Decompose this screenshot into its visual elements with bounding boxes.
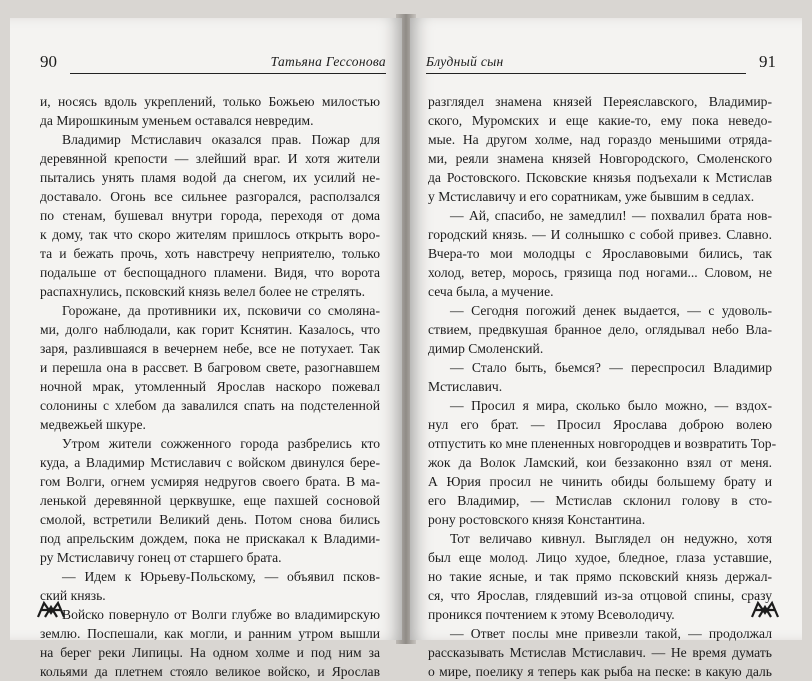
text-line: рону ростовского князя Константина. bbox=[428, 512, 646, 527]
text-line: — Просил я мира, сколько было можно, — вздох- bbox=[450, 398, 772, 413]
text-line: рассказывать Мстислав Мстиславич. — Не время думать bbox=[428, 645, 772, 660]
text-line: ночной мрак, утомленный Ярослав наскоро пожевал bbox=[40, 379, 380, 394]
text-line: Вчера-то мои молодцы с Ярославовыми бились, так bbox=[428, 246, 772, 261]
text-line: — Сегодня погожий денек выдается, — с удоволь- bbox=[450, 303, 772, 318]
text-line: отпустить ко мне плененных новгородцев и возвратить Тор- bbox=[428, 436, 777, 451]
text-line: кольями да плетнем стояло великое войско, и Ярослав bbox=[40, 664, 380, 679]
left-page-number: 90 bbox=[40, 52, 57, 71]
text-line: но такие ясные, и так прямо псковский князь держал- bbox=[428, 569, 772, 584]
text-line: мые. На другом холме, над гораздо меньшими отряда- bbox=[428, 132, 772, 147]
text-line: смолой, встретили Великий день. Потом снова бились bbox=[40, 512, 380, 527]
left-page-header bbox=[40, 52, 386, 76]
text-line: городский князь. — И солнышко с собой привез. Славно. bbox=[428, 227, 772, 242]
text-line: жок да Волок Ламский, кои беззаконно взял от меня. bbox=[428, 455, 772, 470]
text-line: у Мстиславичу и его соратникам, уже бывшим в седлах. bbox=[428, 189, 755, 204]
text-line: — Стало быть, бьемся? — переспросил Владимир bbox=[450, 360, 772, 375]
text-line: нул его брат. — Просил Ярослава доброю волею bbox=[428, 417, 772, 432]
text-line: гом Волги, огнем усмиряя недругов своего брата. В ма- bbox=[40, 474, 380, 489]
text-line: медвежьей шкуре. bbox=[40, 417, 146, 432]
text-line: ствием, предвкушая бранное дело, оглядывал небо Вла- bbox=[428, 322, 772, 337]
text-line: та и бежать прочь, хоть навстречу неприятелю, только bbox=[40, 246, 380, 261]
text-line: куда, а Владимир Мстиславич с войском двинулся бере- bbox=[40, 455, 380, 470]
text-line: и, носясь вдоль укреплений, только Божьею милостью bbox=[40, 94, 380, 109]
decorative-knot-icon bbox=[36, 601, 66, 624]
right-running-header: Блудный сын bbox=[426, 54, 504, 69]
text-line: Утром жители сожженного города разбрелись кто bbox=[62, 436, 380, 451]
text-line: на берег реки Липицы. На одном холме и под ним за bbox=[40, 645, 380, 660]
text-line: ся, что Ярослав, глядевший из-за отцовой спины, сразу bbox=[428, 588, 772, 603]
text-line: заря, разлившаяся в вечернем небе, все не потухает. Так bbox=[40, 341, 380, 356]
text-line: Владимир Мстиславич оказался прав. Пожар для bbox=[62, 132, 380, 147]
text-line: сеча была, а мучение. bbox=[428, 284, 554, 299]
text-line: доставало. Огонь все сильнее разгорался, расползался bbox=[40, 189, 380, 204]
text-line: подальше от беспощадного пламени. Видя, что ворота bbox=[40, 265, 380, 280]
text-line: Войско повернуло от Волги глубже во владимирскую bbox=[62, 607, 380, 622]
text-line: проникся почтением к этому Всеволодичу. bbox=[428, 607, 675, 622]
right-page-text bbox=[428, 92, 777, 681]
text-line: — Ответ послы мне привезли такой, — продолжал bbox=[450, 626, 772, 641]
text-line: его Владимир, — Мстислав склонил голову в сто- bbox=[428, 493, 772, 508]
text-line: ский князь. bbox=[40, 588, 106, 603]
text-line: по стенам, бушевал внутри города, переходя от дома bbox=[40, 208, 380, 223]
text-line: о мире, поелику я теперь как рыба на песке: в какую даль bbox=[428, 664, 772, 679]
header-rule bbox=[70, 73, 386, 74]
text-line: холод, ветер, морось, грязища под ногами... Словом, не bbox=[428, 265, 772, 280]
right-page-header bbox=[426, 52, 776, 76]
text-line: ленькой деревянной церквушке, еще пахшей сосновой bbox=[40, 493, 380, 508]
text-line: под апрельским дождем, пока не прискакал к Владими- bbox=[40, 531, 380, 546]
left-page-text bbox=[40, 92, 380, 681]
text-line: разглядел знамена князей Переяславского, Владимир- bbox=[428, 94, 772, 109]
text-line: был еще молод. Лицо худое, бледное, глаза уставшие, bbox=[428, 550, 772, 565]
text-line: ми, реяли знамена князей Новгородского, Смоленского bbox=[428, 151, 772, 166]
left-running-header: Татьяна Гессонова bbox=[270, 54, 386, 69]
text-line: Тот величаво кивнул. Выглядел он недужно, хотя bbox=[450, 531, 772, 546]
text-line: — Идем к Юрьеву-Польскому, — объявил псков- bbox=[62, 569, 380, 584]
right-page bbox=[410, 18, 802, 679]
text-line: да Мирошкиным уменьем оставался невредим. bbox=[40, 113, 314, 128]
text-line: димир Смоленский. bbox=[428, 341, 544, 356]
text-line: пытались унять пламя водой да снегом, их усилий не- bbox=[40, 170, 380, 185]
text-line: ми, долго наблюдали, как горит Кснятин. Казалось, что bbox=[40, 322, 380, 337]
text-line: А Юрия просил не чинить обиды большему брату и bbox=[428, 474, 772, 489]
text-line: и перешла она в рассвет. В багровом свете, разогнавшем bbox=[40, 360, 380, 375]
text-line: распахнулись, псковский князь велел более не стрелять. bbox=[40, 284, 365, 299]
left-page bbox=[10, 18, 402, 679]
text-line: к дому, так что скоро жителям пришлось открыть воро- bbox=[40, 227, 380, 242]
text-line: да Ростовского. Псковские князья подъехали к Мстислав bbox=[428, 170, 772, 185]
text-line: — Ай, спасибо, не замедлил! — похвалил брата нов- bbox=[450, 208, 772, 223]
text-line: солонины с хлебом да завалился спать на подстеленной bbox=[40, 398, 380, 413]
text-line: ру Мстиславичу гонец от старшего брата. bbox=[40, 550, 282, 565]
text-line: Горожане, да противники их, псковичи со смолянa- bbox=[62, 303, 380, 318]
text-line: ского, Муромских и еще какие-то, ему пока неведо- bbox=[428, 113, 772, 128]
text-line: Мстиславич. bbox=[428, 379, 503, 394]
text-line: деревянной крепости — злейший враг. И хотя жители bbox=[40, 151, 380, 166]
right-page-number: 91 bbox=[759, 52, 776, 71]
decorative-knot-icon bbox=[750, 601, 780, 624]
text-line: землю. Поспешали, как могли, и ранним утром вышли bbox=[40, 626, 380, 641]
header-rule bbox=[426, 73, 746, 74]
